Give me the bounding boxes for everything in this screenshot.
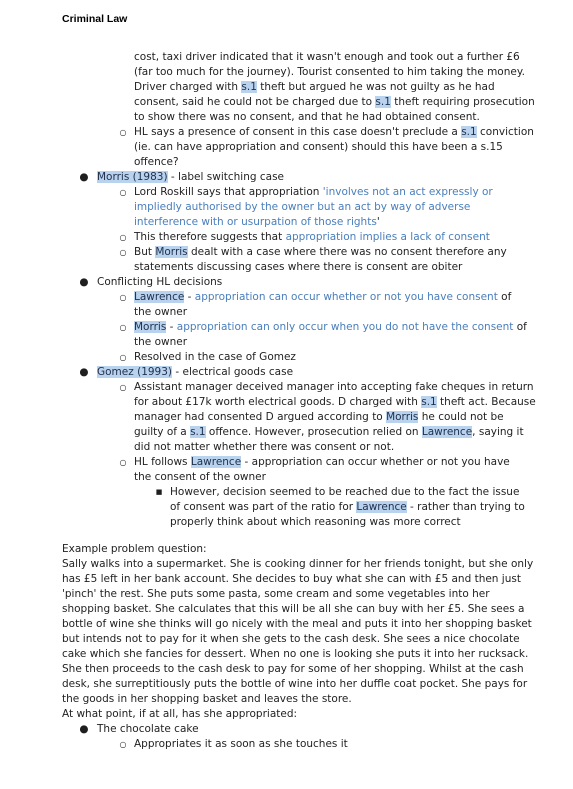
hollow-circle-bullet-icon: ○: [119, 128, 127, 137]
sub-bullet-item: ○ But Morris dealt with a case where there was no consent therefore any: [134, 245, 507, 260]
text-line: the consent of the owner: [134, 471, 266, 483]
page-header-title: Criminal Law: [62, 13, 128, 25]
sub-bullet-item: ○ Appropriates it as soon as she touches it: [134, 737, 348, 752]
text-line: interference with or usurpation of those rights': [134, 216, 380, 228]
text-line: cost, taxi driver indicated that it wasn't enough and took out a further £6: [134, 51, 520, 63]
paragraph-line: Sally walks into a supermarket. She is cooking dinner for her friends tonight, but she only: [62, 558, 534, 570]
text-line: did not matter whether there was consent or not.: [134, 441, 395, 453]
text-line: properly think about which reasoning was more correct: [170, 516, 461, 528]
text-line: to show there was no consent, and that he had obtained consent.: [134, 111, 480, 123]
hollow-circle-bullet-icon: ○: [119, 188, 127, 197]
text-line: [134, 200, 470, 215]
sub-bullet-item: ○ This therefore suggests that appropriation implies a lack of consent: [134, 230, 490, 245]
text-line: offence?: [134, 156, 179, 168]
paragraph-line: cake which she fancies for dessert. When no one is looking she puts it into her rucksack.: [62, 648, 529, 660]
quote-text: 'involves not an act expressly or: [322, 186, 493, 198]
text-line: (far too much for the journey). Tourist consented to him taking the money.: [134, 66, 525, 78]
highlighted-case-name: Gomez (1993): [97, 366, 173, 378]
sub-sub-bullet-item: ■ However, decision seemed to be reached due to the fact the issue: [170, 485, 519, 500]
hollow-circle-bullet-icon: ○: [119, 293, 127, 302]
text-line: the owner: [134, 306, 188, 318]
quote-text: appropriation can occur whether or not you have consent: [194, 291, 498, 303]
quote-text: appropriation can only occur when you do not have the consent: [176, 321, 514, 333]
sub-bullet-item: ○ Lord Roskill says that appropriation 'involves not an act expressly or: [134, 185, 493, 200]
sub-bullet-item: ○ HL says a presence of consent in this case doesn't preclude a s.1 conviction: [134, 125, 534, 140]
paragraph-line: but intends not to pay for it when she gets to the cash desk. She sees a nice chocolate: [62, 633, 520, 645]
sub-bullet-item: ○ Assistant manager deceived manager into accepting fake cheques in return: [134, 380, 534, 395]
bullet-item-conflicting: ● Conflicting HL decisions: [97, 275, 222, 290]
highlighted-term: s.1: [375, 96, 391, 108]
highlighted-case-name: Lawrence: [190, 456, 242, 468]
text-line: guilty of a s.1 offence. However, prosecution relied on Lawrence, saying it: [134, 426, 524, 438]
paragraph-line: the goods in her shopping basket and leaves the store.: [62, 693, 352, 705]
filled-circle-bullet-icon: ●: [79, 366, 89, 378]
filled-circle-bullet-icon: ●: [79, 276, 89, 288]
text-line: for about £17k worth electrical goods. D charged with s.1 theft act. Because: [134, 396, 536, 408]
filled-circle-bullet-icon: ●: [79, 171, 89, 183]
text-line: Driver charged with s.1 theft but argued he was not guilty as he had: [134, 81, 495, 93]
hollow-circle-bullet-icon: ○: [119, 383, 127, 392]
hollow-circle-bullet-icon: ○: [119, 233, 127, 242]
sub-bullet-item: ○ HL follows Lawrence - appropriation can occur whether or not you have: [134, 455, 510, 470]
paragraph-line: bottle of wine she thinks will go nicely with the meal and puts it into her shopping basket: [62, 618, 532, 630]
highlighted-term: s.1: [461, 126, 477, 138]
text-line: manager had consented D argued according to Morris he could not be: [134, 411, 504, 423]
quote-text: interference with or usurpation of those rights: [134, 216, 377, 228]
paragraph-line: has £5 left in her bank account. She decides to buy what she can with £5 and then just: [62, 573, 521, 585]
text-line: (ie. can have appropriation and consent) should this have been a s.15: [134, 141, 503, 153]
paragraph-line: shopping basket. She calculates that this will be all she can buy with her £5. She sees a: [62, 603, 525, 615]
highlighted-term: s.1: [241, 81, 257, 93]
highlighted-case-name: Lawrence: [421, 426, 473, 438]
highlighted-term: s.1: [190, 426, 206, 438]
bullet-item-gomez: ● Gomez (1993) - electrical goods case: [97, 365, 293, 380]
highlighted-case-name: Morris: [155, 246, 188, 258]
text-line: the owner: [134, 336, 188, 348]
highlighted-term: s.1: [421, 396, 437, 408]
text-line: consent, said he could not be charged due to s.1 theft requiring prosecution: [134, 96, 535, 108]
square-bullet-icon: ■: [155, 488, 163, 496]
hollow-circle-bullet-icon: ○: [119, 740, 127, 749]
sub-bullet-item: ○ Morris - appropriation can only occur when you do not have the consent of: [134, 320, 527, 335]
hollow-circle-bullet-icon: ○: [119, 248, 127, 257]
quote-text: appropriation implies a lack of consent: [285, 231, 490, 243]
paragraph-line: 'pinch' the rest. She puts some pasta, some cream and some vegetables into her: [62, 588, 490, 600]
text-line: of consent was part of the ratio for Lawrence - rather than trying to: [170, 501, 525, 513]
bullet-item-chocolate-cake: ● The chocolate cake: [97, 722, 199, 737]
sub-bullet-item: ○ Resolved in the case of Gomez: [134, 350, 296, 365]
bullet-item-morris: ● Morris (1983) - label switching case: [97, 170, 284, 185]
highlighted-case-name: Lawrence: [356, 501, 407, 513]
paragraph-line: She then proceeds to the cash desk to pay for some of her shopping. Whilst at the cash: [62, 663, 524, 675]
sub-bullet-item: ○ Lawrence - appropriation can occur whether or not you have consent of: [134, 290, 511, 305]
problem-question-heading: Example problem question:: [62, 543, 207, 555]
highlighted-case-name: Morris: [134, 321, 167, 333]
filled-circle-bullet-icon: ●: [79, 723, 89, 735]
highlighted-case-name: Lawrence: [134, 291, 185, 303]
hollow-circle-bullet-icon: ○: [119, 323, 127, 332]
paragraph-line: desk, she surreptitiously puts the bottle of wine into her duffle coat pocket. She pays for: [62, 678, 528, 690]
text-line: statements discussing cases where there is consent are obiter: [134, 261, 463, 273]
highlighted-case-name: Morris: [386, 411, 419, 423]
hollow-circle-bullet-icon: ○: [119, 353, 127, 362]
paragraph-line: At what point, if at all, has she appropriated:: [62, 708, 298, 720]
hollow-circle-bullet-icon: ○: [119, 458, 127, 467]
quote-text: impliedly authorised by the owner but an act by way of adverse: [134, 201, 471, 213]
highlighted-case-name: Morris (1983): [97, 171, 168, 183]
